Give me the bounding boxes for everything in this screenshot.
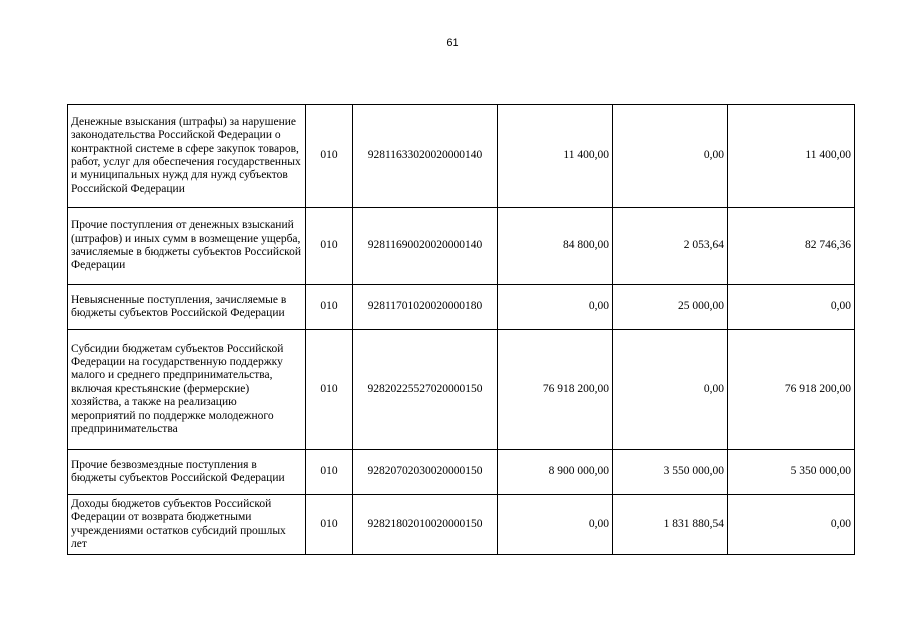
executed-amount-cell: 0,00	[613, 330, 728, 450]
budget-classification-code-cell: 92820702030020000150	[353, 450, 498, 495]
remaining-amount-cell: 76 918 200,00	[728, 330, 855, 450]
table-row	[68, 285, 855, 330]
planned-amount-cell: 0,00	[498, 495, 613, 555]
executed-amount-cell: 3 550 000,00	[613, 450, 728, 495]
revenue-name-cell: Прочие поступления от денежных взысканий (штрафов) и иных сумм в возмещение ущерба, зачисляемые в бюджеты субъектов Российской Федерации	[68, 208, 306, 285]
budget-classification-code-cell: 92811633020020000140	[353, 105, 498, 208]
line-code-cell: 010	[306, 450, 353, 495]
line-code-cell: 010	[306, 285, 353, 330]
remaining-amount-cell: 0,00	[728, 495, 855, 555]
line-code-cell: 010	[306, 208, 353, 285]
remaining-amount-cell: 82 746,36	[728, 208, 855, 285]
budget-classification-code-cell: 92821802010020000150	[353, 495, 498, 555]
budget-classification-code-cell: 92820225527020000150	[353, 330, 498, 450]
table-row	[68, 450, 855, 495]
line-code-cell: 010	[306, 330, 353, 450]
line-code-cell: 010	[306, 495, 353, 555]
table-row	[68, 105, 855, 208]
executed-amount-cell: 0,00	[613, 105, 728, 208]
planned-amount-cell: 0,00	[498, 285, 613, 330]
revenue-name-cell: Денежные взыскания (штрафы) за нарушение законодательства Российской Федерации о контрактной системе в сфере закупок товаров, работ, услуг для обеспечения государственных и муниципальных нужд для нужд субъектов Российской Федерации	[68, 105, 306, 208]
planned-amount-cell: 11 400,00	[498, 105, 613, 208]
table-row	[68, 208, 855, 285]
planned-amount-cell: 76 918 200,00	[498, 330, 613, 450]
revenue-name-cell: Доходы бюджетов субъектов Российской Федерации от возврата бюджетными учреждениями остатков субсидий прошлых лет	[68, 495, 306, 555]
planned-amount-cell: 8 900 000,00	[498, 450, 613, 495]
budget-classification-code-cell: 92811701020020000180	[353, 285, 498, 330]
executed-amount-cell: 2 053,64	[613, 208, 728, 285]
revenue-name-cell: Невыясненные поступления, зачисляемые в бюджеты субъектов Российской Федерации	[68, 285, 306, 330]
revenue-name-cell: Субсидии бюджетам субъектов Российской Федерации на государственную поддержку малого и среднего предпринимательства, включая крестьянские (фермерские) хозяйства, а также на реализацию мероприятий по поддержке молодежного предпринимательства	[68, 330, 306, 450]
remaining-amount-cell: 0,00	[728, 285, 855, 330]
page-number: 61	[446, 37, 459, 49]
table-row	[68, 330, 855, 450]
revenue-name-cell: Прочие безвозмездные поступления в бюджеты субъектов Российской Федерации	[68, 450, 306, 495]
table-row	[68, 495, 855, 555]
remaining-amount-cell: 5 350 000,00	[728, 450, 855, 495]
revenue-execution-table	[67, 104, 855, 555]
line-code-cell: 010	[306, 105, 353, 208]
executed-amount-cell: 1 831 880,54	[613, 495, 728, 555]
remaining-amount-cell: 11 400,00	[728, 105, 855, 208]
executed-amount-cell: 25 000,00	[613, 285, 728, 330]
planned-amount-cell: 84 800,00	[498, 208, 613, 285]
budget-classification-code-cell: 92811690020020000140	[353, 208, 498, 285]
